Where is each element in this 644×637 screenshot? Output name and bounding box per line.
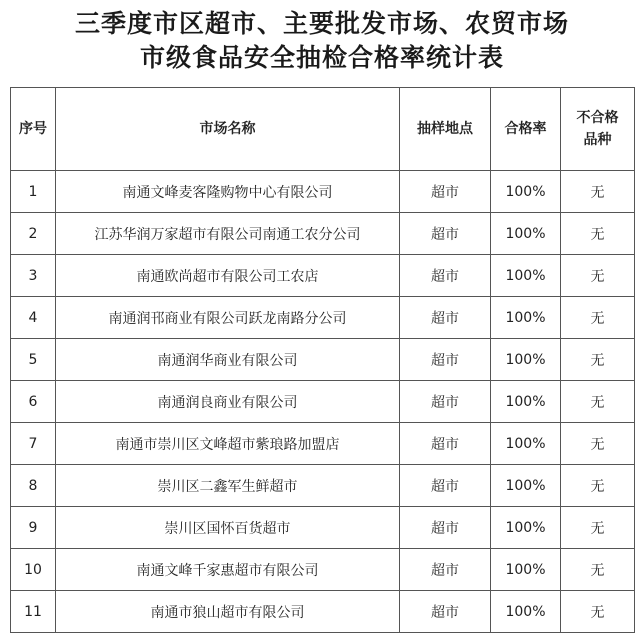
table-row (11, 213, 635, 255)
sampling-location: 超市 (400, 213, 491, 255)
market-name: 南通润华商业有限公司 (56, 339, 400, 381)
failed-items: 无 (561, 591, 635, 633)
table-row (11, 171, 635, 213)
row-index: 11 (11, 591, 56, 633)
failed-items: 无 (561, 549, 635, 591)
failed-items: 无 (561, 423, 635, 465)
table-row (11, 465, 635, 507)
failed-items: 无 (561, 381, 635, 423)
row-index: 10 (11, 549, 56, 591)
header-failed-items: 不合格 品种 (561, 88, 635, 171)
market-name: 南通市狼山超市有限公司 (56, 591, 400, 633)
table-row (11, 591, 635, 633)
failed-items: 无 (561, 339, 635, 381)
failed-items: 无 (561, 213, 635, 255)
sampling-location: 超市 (400, 507, 491, 549)
market-name: 南通欧尚超市有限公司工农店 (56, 255, 400, 297)
pass-rate: 100% (491, 423, 561, 465)
sampling-location: 超市 (400, 381, 491, 423)
pass-rate: 100% (491, 549, 561, 591)
row-index: 6 (11, 381, 56, 423)
row-index: 8 (11, 465, 56, 507)
pass-rate: 100% (491, 255, 561, 297)
sampling-location: 超市 (400, 549, 491, 591)
header-pass-rate: 合格率 (491, 88, 561, 171)
sampling-location: 超市 (400, 591, 491, 633)
header-index: 序号 (11, 88, 56, 171)
inspection-table (10, 87, 635, 633)
market-name: 南通文峰千家惠超市有限公司 (56, 549, 400, 591)
row-index: 4 (11, 297, 56, 339)
market-name: 南通市崇川区文峰超市紫琅路加盟店 (56, 423, 400, 465)
row-index: 9 (11, 507, 56, 549)
market-name: 南通文峰麦客隆购物中心有限公司 (56, 171, 400, 213)
row-index: 1 (11, 171, 56, 213)
pass-rate: 100% (491, 507, 561, 549)
pass-rate: 100% (491, 591, 561, 633)
table-row (11, 423, 635, 465)
row-index: 5 (11, 339, 56, 381)
failed-items: 无 (561, 507, 635, 549)
market-name: 南通润邗商业有限公司跃龙南路分公司 (56, 297, 400, 339)
title-line-2: 市级食品安全抽检合格率统计表 (139, 43, 504, 72)
pass-rate: 100% (491, 297, 561, 339)
row-index: 2 (11, 213, 56, 255)
sampling-location: 超市 (400, 423, 491, 465)
sampling-location: 超市 (400, 255, 491, 297)
table-row (11, 255, 635, 297)
table-row (11, 381, 635, 423)
sampling-location: 超市 (400, 297, 491, 339)
title-line-1: 三季度市区超市、主要批发市场、农贸市场 (74, 9, 569, 38)
sampling-location: 超市 (400, 339, 491, 381)
market-name: 崇川区二鑫军生鲜超市 (56, 465, 400, 507)
sampling-location: 超市 (400, 171, 491, 213)
failed-items: 无 (561, 255, 635, 297)
table-row (11, 297, 635, 339)
failed-items: 无 (561, 465, 635, 507)
table-row (11, 549, 635, 591)
pass-rate: 100% (491, 213, 561, 255)
row-index: 7 (11, 423, 56, 465)
sampling-location: 超市 (400, 465, 491, 507)
failed-items: 无 (561, 297, 635, 339)
header-market-name: 市场名称 (56, 88, 400, 171)
pass-rate: 100% (491, 465, 561, 507)
pass-rate: 100% (491, 339, 561, 381)
failed-items: 无 (561, 171, 635, 213)
header-row (11, 88, 635, 171)
market-name: 江苏华润万家超市有限公司南通工农分公司 (56, 213, 400, 255)
table-row (11, 339, 635, 381)
pass-rate: 100% (491, 381, 561, 423)
pass-rate: 100% (491, 171, 561, 213)
table-row (11, 507, 635, 549)
row-index: 3 (11, 255, 56, 297)
market-name: 南通润良商业有限公司 (56, 381, 400, 423)
market-name: 崇川区国怀百货超市 (56, 507, 400, 549)
header-sampling-location: 抽样地点 (400, 88, 491, 171)
